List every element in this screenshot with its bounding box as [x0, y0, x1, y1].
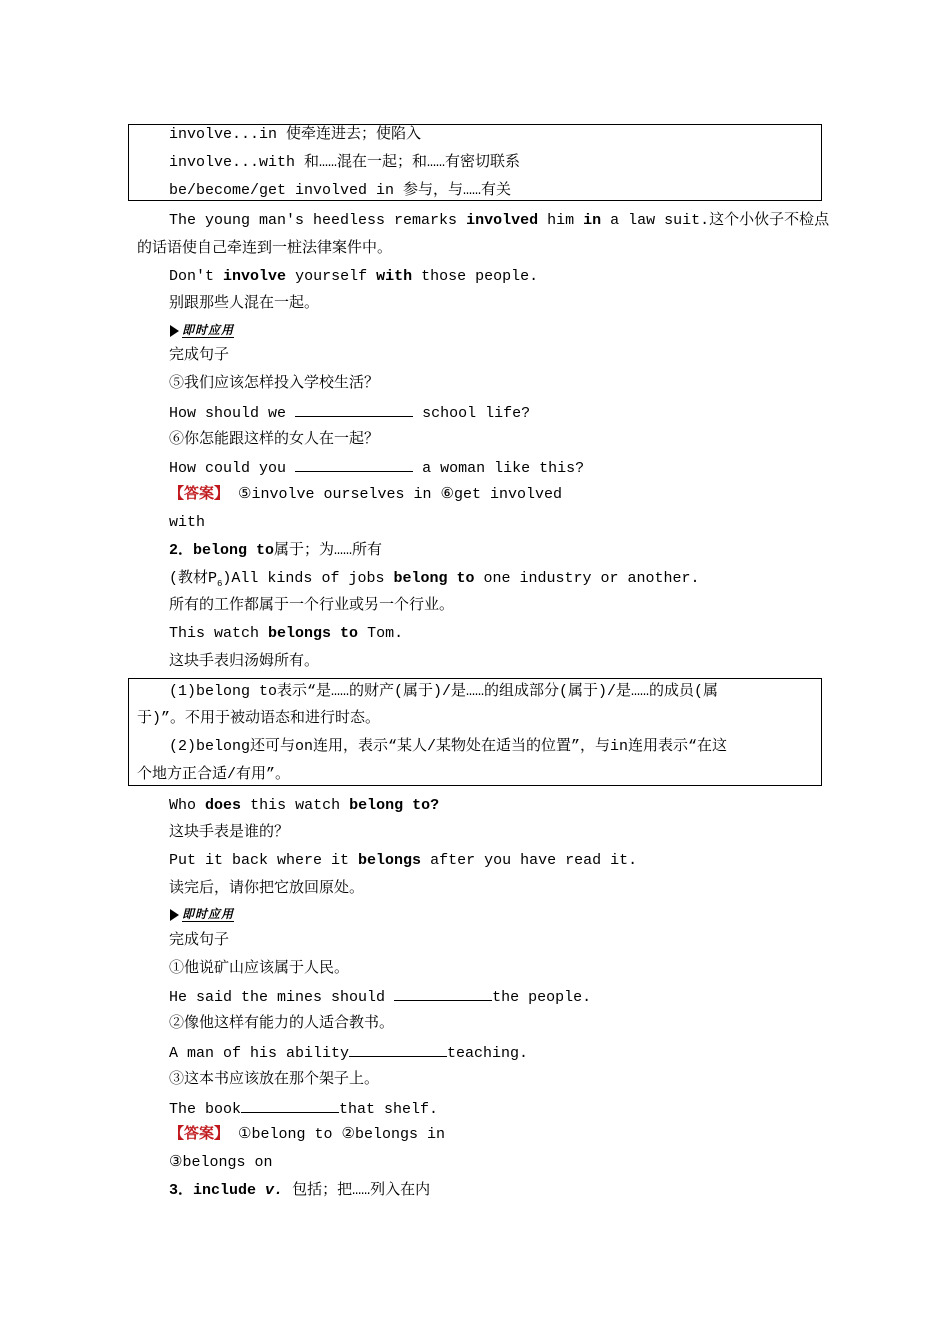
question-6-cn: ⑥你怎能跟这样的女人在一起？: [169, 431, 380, 448]
complete-sentence-label: 完成句子: [169, 347, 230, 364]
bold-term: does: [205, 797, 242, 814]
question-5-cn: ⑤我们应该怎样投入学校生活？: [169, 375, 380, 392]
section-number: 2．: [169, 542, 194, 559]
text: those people.: [421, 268, 539, 285]
who-example-cn: 这块手表是谁的？: [169, 824, 290, 841]
bold-term: involve: [223, 268, 287, 285]
example-involve-in-cont: 的话语使自己牵连到一桩法律案件中。: [137, 240, 393, 257]
answer-label: 【答案】: [169, 486, 230, 503]
watch-example: [169, 624, 403, 644]
badge-label: 即时应用: [182, 323, 235, 337]
text: The book: [169, 1101, 242, 1118]
bold-term: involved: [466, 212, 539, 229]
part-of-speech: v.: [265, 1182, 284, 1199]
section-definition: 属于；为……所有: [274, 542, 383, 559]
answer-row-1: [169, 485, 562, 505]
answer-text: ⑤involve ourselves in ⑥get involved: [238, 486, 562, 503]
answer-blank[interactable]: [349, 1042, 447, 1057]
bold-term: belongs: [358, 852, 422, 869]
text: Tom.: [367, 625, 404, 642]
text: A man of his ability: [169, 1045, 350, 1062]
note-line-4: 个地方正合适/有用”。: [137, 766, 291, 783]
note-line-2: 于)”。不用于被动语态和进行时态。: [137, 710, 381, 727]
text: (教材P: [169, 570, 218, 587]
text: How should we: [169, 405, 287, 422]
section-term: include: [193, 1182, 257, 1199]
answer-blank[interactable]: [295, 402, 413, 417]
example-involve-in: [169, 211, 829, 231]
box-line-3: be/become/get involved in 参与，与……有关: [169, 182, 512, 199]
text: the people.: [492, 989, 592, 1006]
question-2-cn: ②像他这样有能力的人适合教书。: [169, 1015, 395, 1032]
text: that shelf.: [339, 1101, 439, 1118]
text: How could you: [169, 460, 287, 477]
text: Who: [169, 797, 197, 814]
question-2-en: [169, 1042, 528, 1064]
practice-badge: [170, 323, 234, 339]
subscript: 6: [217, 579, 223, 589]
who-example: [169, 796, 439, 816]
practice-badge: [170, 907, 234, 923]
bold-term: belong to?: [349, 797, 440, 814]
note-line-3: (2)belong还可与on连用，表示“某人/某物处在适当的位置”，与in连用表示“在这: [169, 738, 728, 755]
answer-blank[interactable]: [394, 986, 492, 1001]
answer-text: ①belong to ②belongs in: [238, 1126, 445, 1143]
play-arrow-icon: [170, 325, 179, 337]
bold-term: with: [376, 268, 413, 285]
question-5-en: [169, 402, 530, 424]
text: yourself: [295, 268, 368, 285]
section-2-heading: [169, 541, 382, 561]
answer-label: 【答案】: [169, 1126, 230, 1143]
section-number: 3．: [169, 1182, 194, 1199]
section-term: belong to: [193, 542, 275, 559]
text: a woman like this?: [422, 460, 585, 477]
put-example: [169, 851, 637, 871]
put-example-cn: 读完后，请你把它放回原处。: [169, 880, 365, 897]
text: one industry or another.: [483, 570, 700, 587]
text: Don't: [169, 268, 215, 285]
section-definition: 包括；把……列入在内: [292, 1182, 431, 1199]
answer-row-2-cont: ③belongs on: [169, 1154, 273, 1171]
question-3-en: [169, 1098, 438, 1120]
text: after you have read it.: [430, 852, 638, 869]
answer-blank[interactable]: [295, 457, 413, 472]
bold-term: in: [583, 212, 602, 229]
example-involve-with: [169, 267, 538, 287]
text: The young man's heedless remarks: [169, 212, 458, 229]
bold-term: belong to: [393, 570, 475, 587]
answer-row-2: [169, 1125, 445, 1145]
text: a law suit.这个小伙子不检点: [610, 212, 830, 229]
bold-term: belongs to: [268, 625, 359, 642]
answer-blank[interactable]: [241, 1098, 339, 1113]
text: This watch: [169, 625, 260, 642]
watch-example-cn: 这块手表归汤姆所有。: [169, 653, 320, 670]
section-3-heading: [169, 1181, 430, 1201]
example-involve-with-cn: 别跟那些人混在一起。: [169, 295, 320, 312]
text: Put it back where it: [169, 852, 350, 869]
question-1-cn: ①他说矿山应该属于人民。: [169, 960, 350, 977]
play-arrow-icon: [170, 909, 179, 921]
complete-sentence-label: 完成句子: [169, 932, 230, 949]
textbook-example-cn: 所有的工作都属于一个行业或另一个行业。: [169, 597, 455, 614]
box-line-1: involve...in 使牵连进去；使陷入: [169, 126, 422, 143]
answer-row-1-cont: with: [169, 514, 206, 531]
box-line-2: involve...with 和……混在一起；和……有密切联系: [169, 154, 521, 171]
text: )All kinds of jobs: [222, 570, 385, 587]
question-1-en: [169, 986, 591, 1008]
text: He said the mines should: [169, 989, 386, 1006]
badge-label: 即时应用: [182, 907, 235, 921]
text: school life?: [422, 405, 531, 422]
text: teaching.: [447, 1045, 529, 1062]
text: him: [547, 212, 575, 229]
text: this watch: [250, 797, 341, 814]
note-line-1: (1)belong to表示“是……的财产(属于)/是……的组成部分(属于)/是……的成员(属: [169, 683, 719, 700]
textbook-example: [169, 569, 700, 594]
question-6-en: [169, 457, 584, 479]
question-3-cn: ③这本书应该放在那个架子上。: [169, 1071, 380, 1088]
